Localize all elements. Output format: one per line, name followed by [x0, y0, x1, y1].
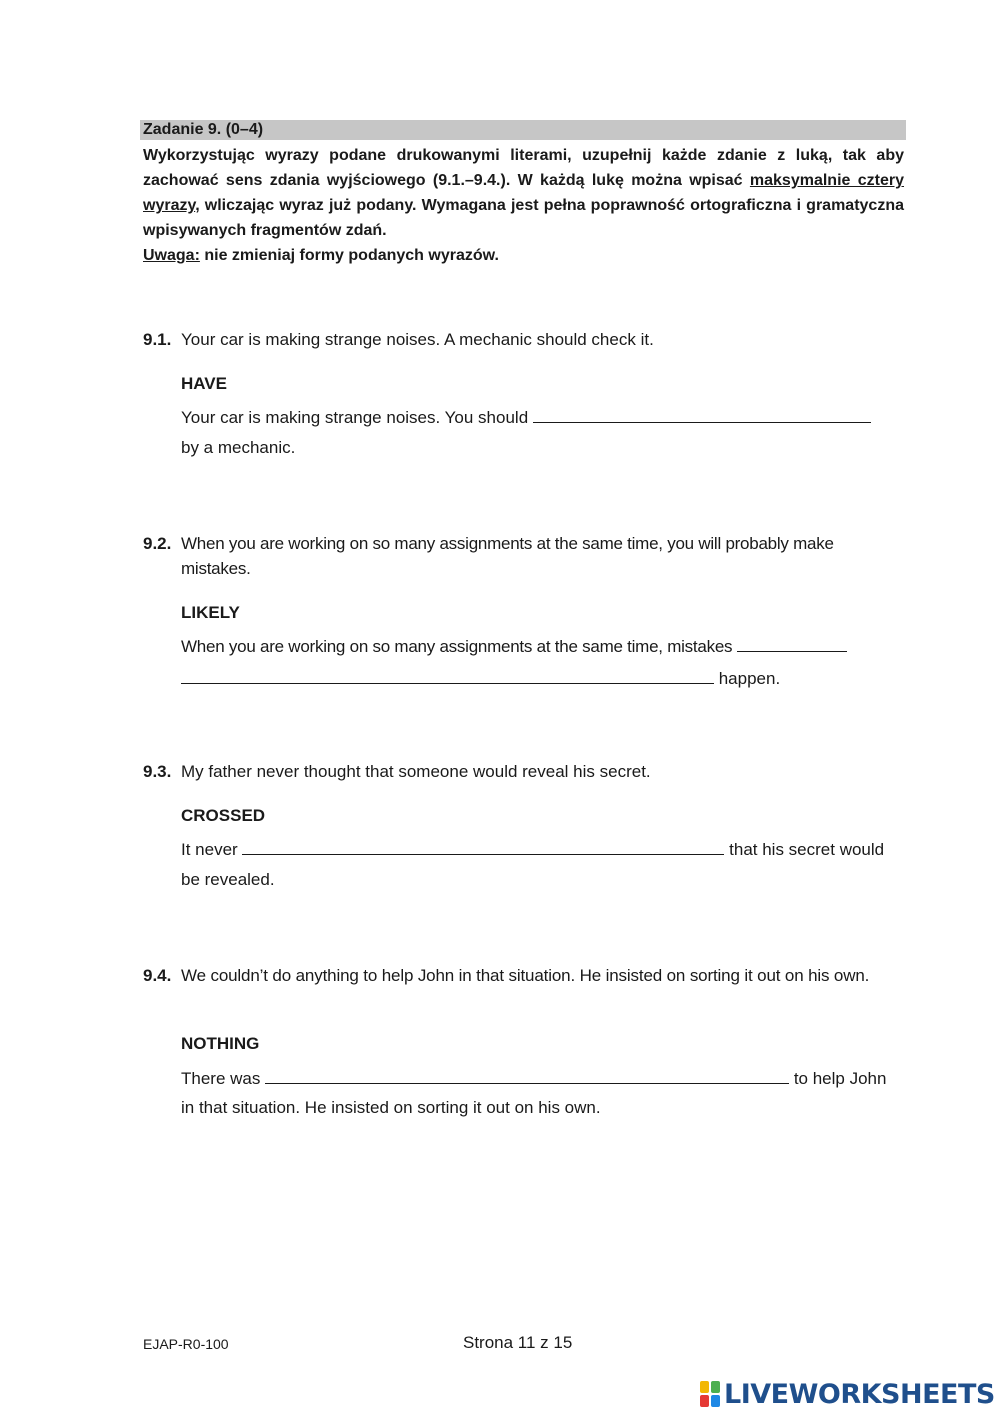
- answer-line-2: by a mechanic.: [181, 438, 296, 457]
- question-prompt: When you are working on so many assignments at the same time, you will probably make mistakes.: [181, 534, 834, 578]
- question-keyword: NOTHING: [181, 1034, 260, 1053]
- answer-text: When you are working on so many assignments at the same time, mistakes: [181, 637, 737, 656]
- liveworksheets-logo: [700, 1378, 995, 1410]
- note-label: Uwaga:: [143, 247, 200, 264]
- question-number: 9.2.: [143, 534, 172, 553]
- question-prompt: We couldn’t do anything to help John in that situation. He insisted on sorting it out on his own.: [181, 966, 870, 985]
- answer-blank[interactable]: [737, 635, 847, 652]
- answer-text: that his secret would: [724, 840, 885, 859]
- instructions-part1: Wykorzystując wyrazy podane drukowanymi literami, uzupełnij każde zdanie z luką, tak aby zachować sens zdania wyjściowego (9.1.–9.4.). W każdą lukę można wpisać: [143, 147, 904, 189]
- logo-text: LIVEWORKSHEETS: [724, 1378, 995, 1410]
- task-instructions: [143, 143, 904, 268]
- answer-line-1: [181, 406, 871, 428]
- question-keyword: CROSSED: [181, 806, 266, 825]
- answer-blank[interactable]: [181, 667, 714, 684]
- answer-text: There was: [181, 1069, 266, 1088]
- question-number: 9.3.: [143, 762, 172, 781]
- document-code: EJAP-R0-100: [143, 1336, 229, 1352]
- page-number: Strona 11 z 15: [463, 1333, 573, 1352]
- answer-line-1: [181, 1067, 886, 1089]
- answer-blank[interactable]: [242, 838, 724, 855]
- answer-blank[interactable]: [533, 406, 871, 423]
- answer-blank[interactable]: [265, 1067, 789, 1084]
- question-prompt: Your car is making strange noises. A mechanic should check it.: [181, 330, 654, 349]
- answer-line-1: [181, 838, 884, 860]
- question-number: 9.4.: [143, 966, 172, 985]
- answer-line-1: [181, 635, 847, 657]
- answer-text: Your car is making strange noises. You should: [181, 408, 533, 427]
- task-title: Zadanie 9. (0–4): [140, 120, 906, 140]
- note-text: nie zmieniaj formy podanych wyrazów.: [199, 247, 499, 264]
- answer-line-2: in that situation. He insisted on sorting it out on his own.: [181, 1098, 601, 1117]
- question-keyword: LIKELY: [181, 603, 240, 622]
- question-keyword: HAVE: [181, 374, 227, 393]
- logo-mark-icon: [700, 1381, 720, 1407]
- answer-line-2: [181, 667, 780, 689]
- question-prompt: My father never thought that someone would reveal his secret.: [181, 762, 651, 781]
- instructions-underlined: maksymalnie cztery wyrazy: [143, 172, 905, 214]
- instructions-part2: , wliczając wyraz już podany. Wymagana jest pełna poprawność ortograficzna i gramatyczna wpisywanych fragmentów zdań.: [143, 197, 904, 239]
- question-number: 9.1.: [143, 330, 172, 349]
- answer-text: happen.: [714, 669, 781, 688]
- answer-text: to help John: [789, 1069, 887, 1088]
- answer-text: It never: [181, 840, 243, 859]
- answer-line-2: be revealed.: [181, 870, 275, 889]
